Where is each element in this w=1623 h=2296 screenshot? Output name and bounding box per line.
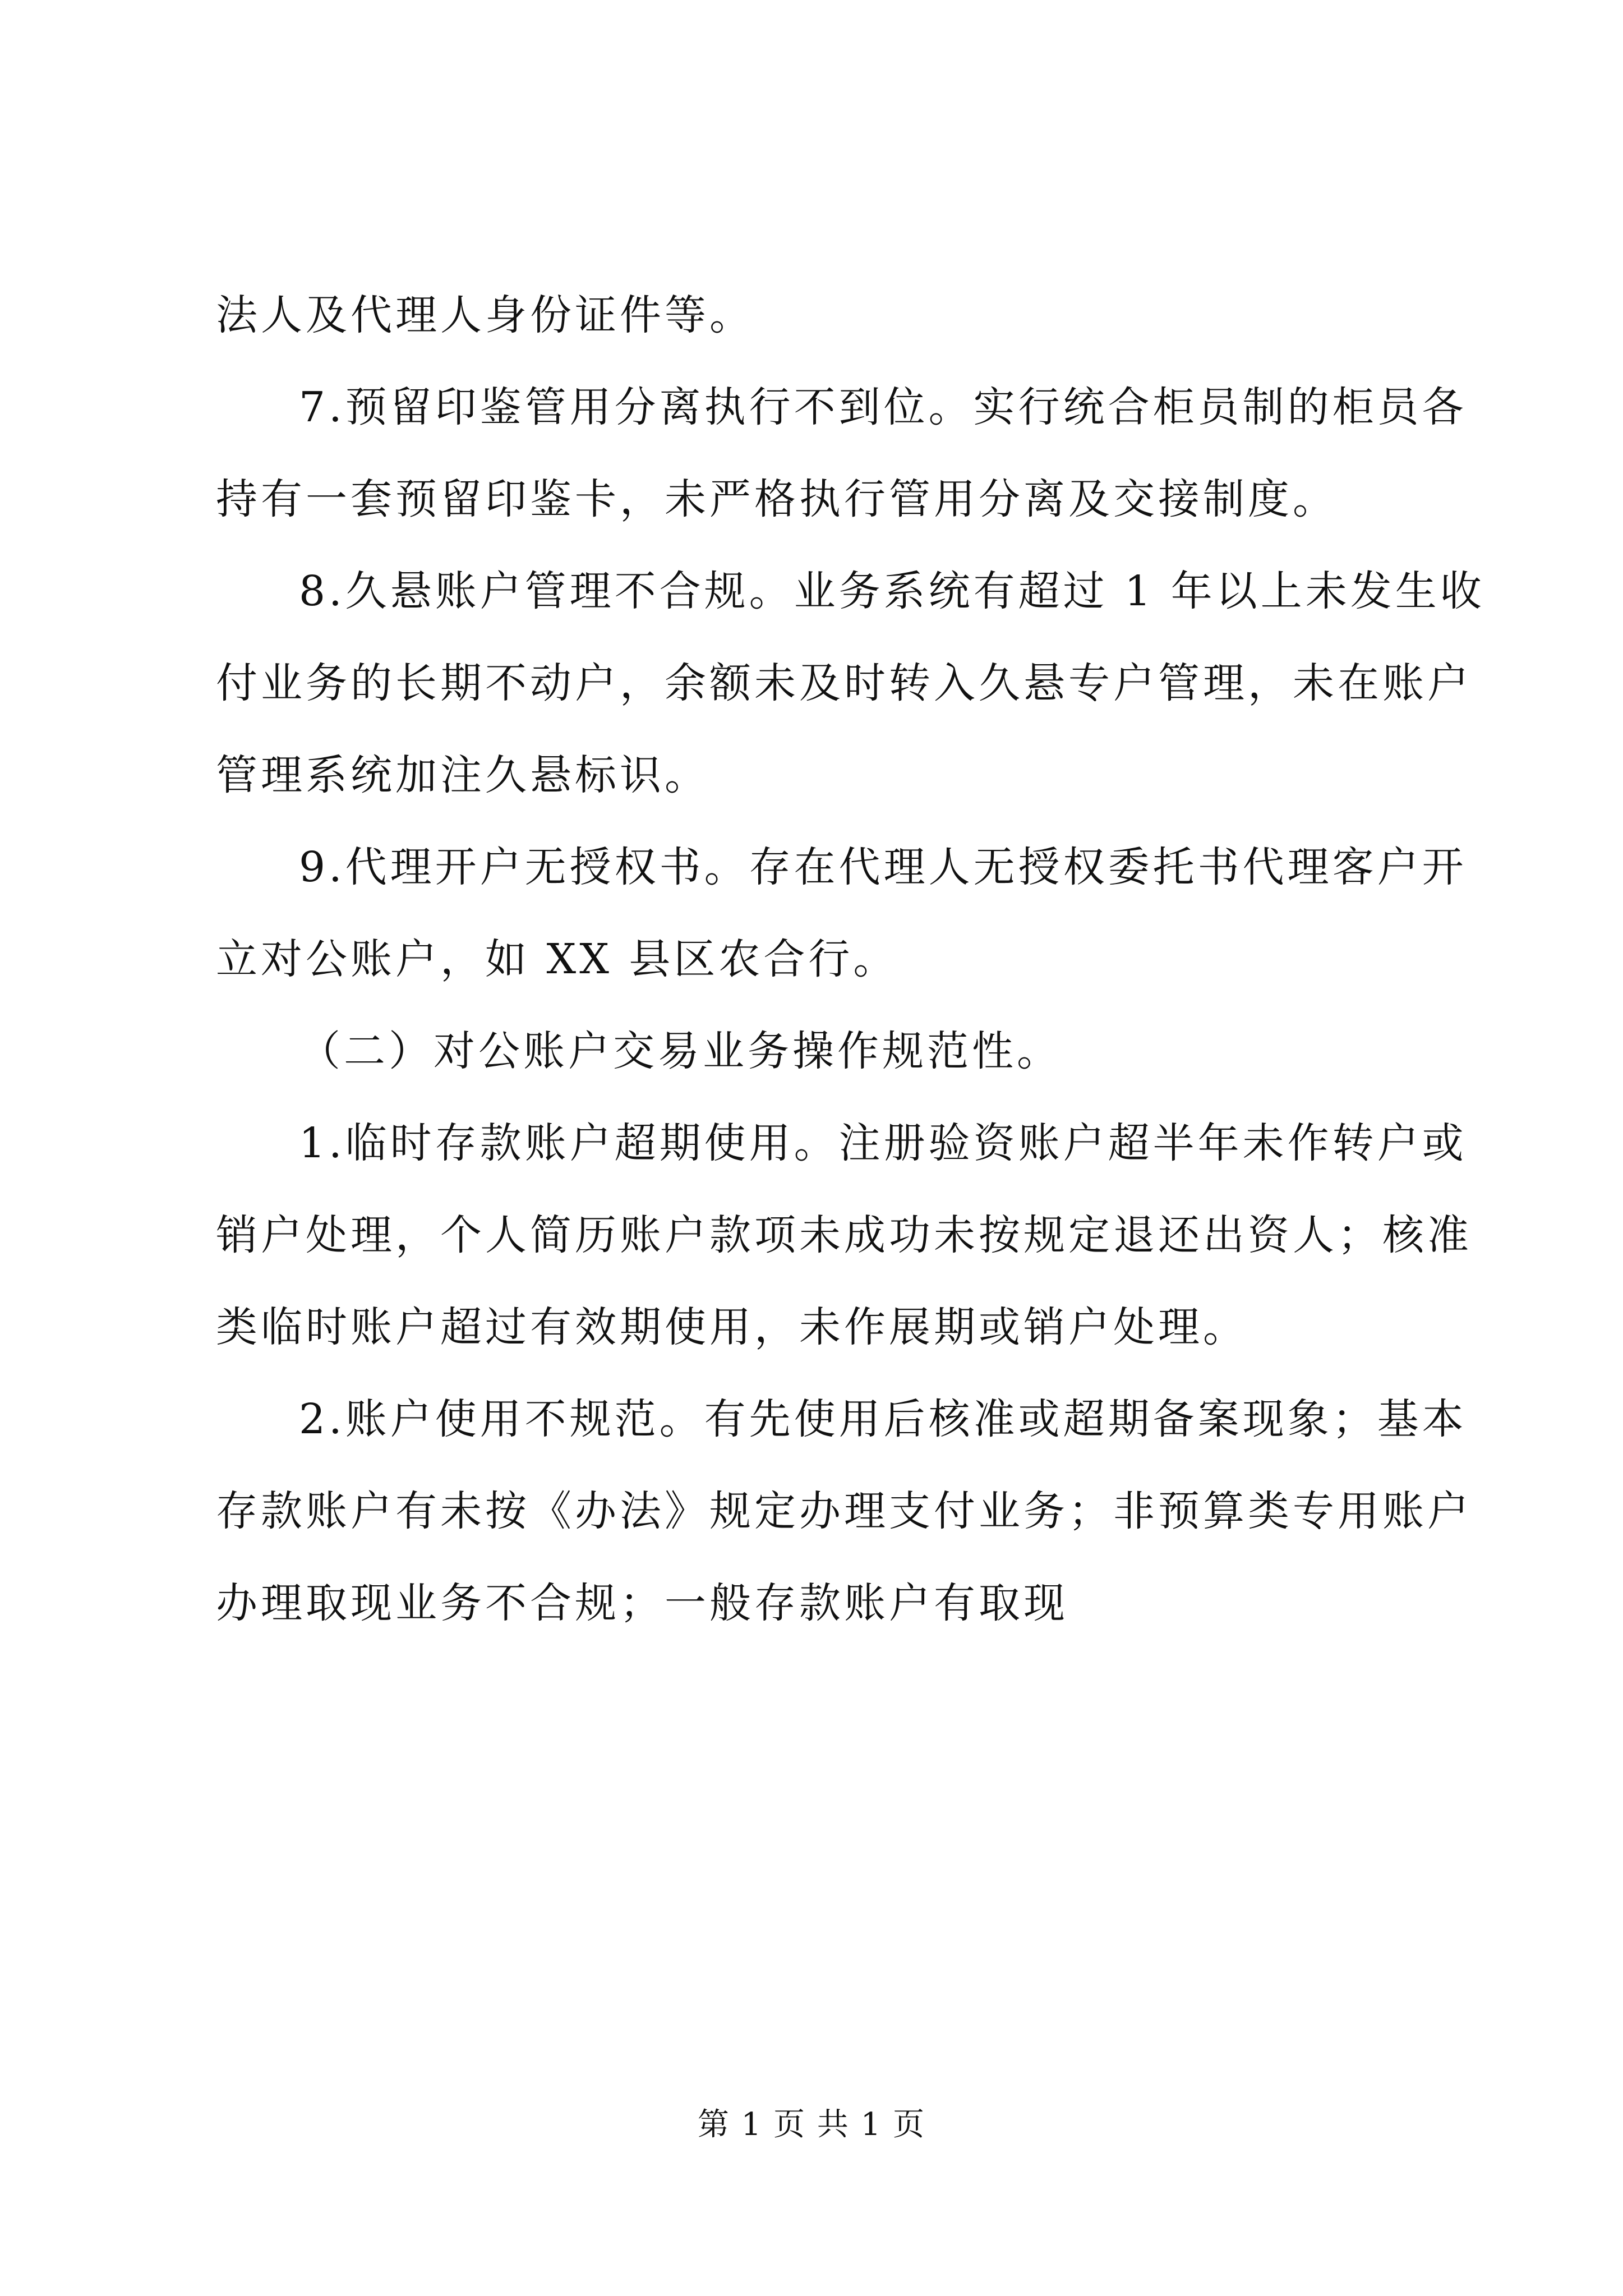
text-line: 管理系统加注久悬标识。	[216, 751, 709, 799]
text-line: 持有一套预留印鉴卡，未严格执行管用分离及交接制度。	[216, 475, 1338, 523]
text-line: 立对公账户，如 XX 县区农合行。	[216, 935, 898, 983]
text-line: 法人及代理人身份证件等。	[216, 291, 754, 339]
section-heading: （二）对公账户交易业务操作规范性。	[299, 1027, 1062, 1075]
paragraph-item-1: 1.临时存款账户超期使用。注册验资账户超半年未作转户或	[299, 1119, 1467, 1167]
paragraph-item-8: 8.久悬账户管理不合规。业务系统有超过 1 年以上未发生收	[299, 567, 1485, 615]
text-line: 销户处理，个人简历账户款项未成功未按规定退还出资人；核准	[216, 1211, 1472, 1259]
text-line: 类临时账户超过有效期使用，未作展期或销户处理。	[216, 1303, 1248, 1351]
page-footer: 第 1 页 共 1 页	[697, 2106, 926, 2143]
paragraph-item-2: 2.账户使用不规范。有先使用后核准或超期备案现象；基本	[299, 1395, 1467, 1443]
paragraph-item-9: 9.代理开户无授权书。存在代理人无授权委托书代理客户开	[299, 843, 1467, 891]
text-line: 办理取现业务不合规；一般存款账户有取现	[216, 1579, 1068, 1627]
text-line: 付业务的长期不动户，余额未及时转入久悬专户管理，未在账户	[216, 659, 1472, 707]
text-line: 存款账户有未按《办法》规定办理支付业务；非预算类专用账户	[216, 1487, 1472, 1535]
paragraph-item-7: 7.预留印鉴管用分离执行不到位。实行统合柜员制的柜员各	[299, 383, 1467, 431]
document-body	[216, 269, 1485, 1649]
